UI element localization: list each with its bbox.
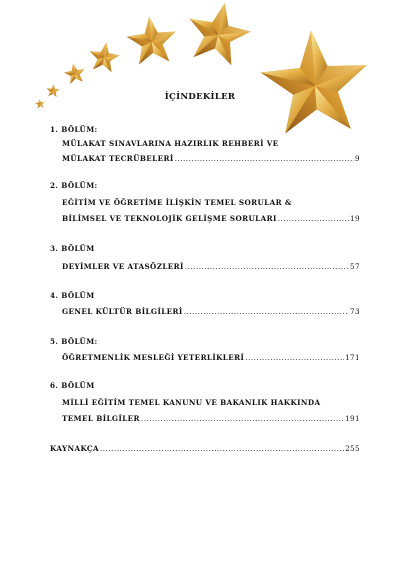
section-heading: 1. BÖLÜM:: [50, 125, 98, 134]
entry-title: MÜLAKAT TECRÜBELERİ: [62, 154, 174, 163]
dot-leader: [175, 154, 354, 163]
entry-title: ÖĞRETMENLİK MESLEĞİ YETERLİKLERİ: [62, 353, 245, 362]
entry-title: BİLİMSEL VE TEKNOLOJİK GELİŞME SORULARI: [62, 214, 277, 223]
page-title: İÇİNDEKİLER: [164, 92, 236, 102]
entry-title: DEYİMLER VE ATASÖZLERİ: [62, 262, 184, 271]
toc-entry[interactable]: [62, 154, 360, 163]
dot-leader: [185, 262, 349, 271]
entry-page: 191: [345, 414, 360, 423]
section-heading: 5. BÖLÜM:: [50, 337, 98, 346]
dot-leader: [184, 307, 349, 316]
section-title-line: EĞİTİM VE ÖĞRETİME İLİŞKİN TEMEL SORULAR &: [62, 198, 292, 207]
entry-page: 19: [350, 214, 360, 223]
toc-entry[interactable]: [62, 353, 360, 362]
section-heading: 2. BÖLÜM:: [50, 181, 98, 190]
section-heading: 3. BÖLÜM: [50, 244, 95, 253]
dot-leader: [278, 214, 349, 223]
toc-entry[interactable]: [62, 262, 360, 271]
toc-entry[interactable]: [62, 307, 360, 316]
dot-leader: [141, 414, 344, 423]
entry-page: 171: [345, 353, 360, 362]
dot-leader: [245, 353, 344, 362]
entry-page: 73: [350, 307, 360, 316]
entry-page: 9: [355, 154, 360, 163]
toc-entry[interactable]: [62, 414, 360, 423]
dot-leader: [100, 444, 344, 453]
entry-title: TEMEL BİLGİLER: [62, 414, 140, 423]
entry-title: GENEL KÜLTÜR BİLGİLERİ: [62, 307, 183, 316]
toc-entry-references[interactable]: [50, 444, 360, 453]
entry-title: KAYNAKÇA: [50, 444, 100, 453]
toc-entry[interactable]: [62, 214, 360, 223]
entry-page: 57: [350, 262, 360, 271]
section-heading: 6. BÖLÜM: [50, 381, 95, 390]
section-heading: 4. BÖLÜM: [50, 291, 95, 300]
section-title-line: MİLLİ EĞİTİM TEMEL KANUNU VE BAKANLIK HAKKINDA: [62, 398, 321, 407]
section-title-line: MÜLAKAT SINAVLARINA HAZIRLIK REHBERİ VE: [62, 139, 279, 148]
entry-page: 255: [345, 444, 360, 453]
